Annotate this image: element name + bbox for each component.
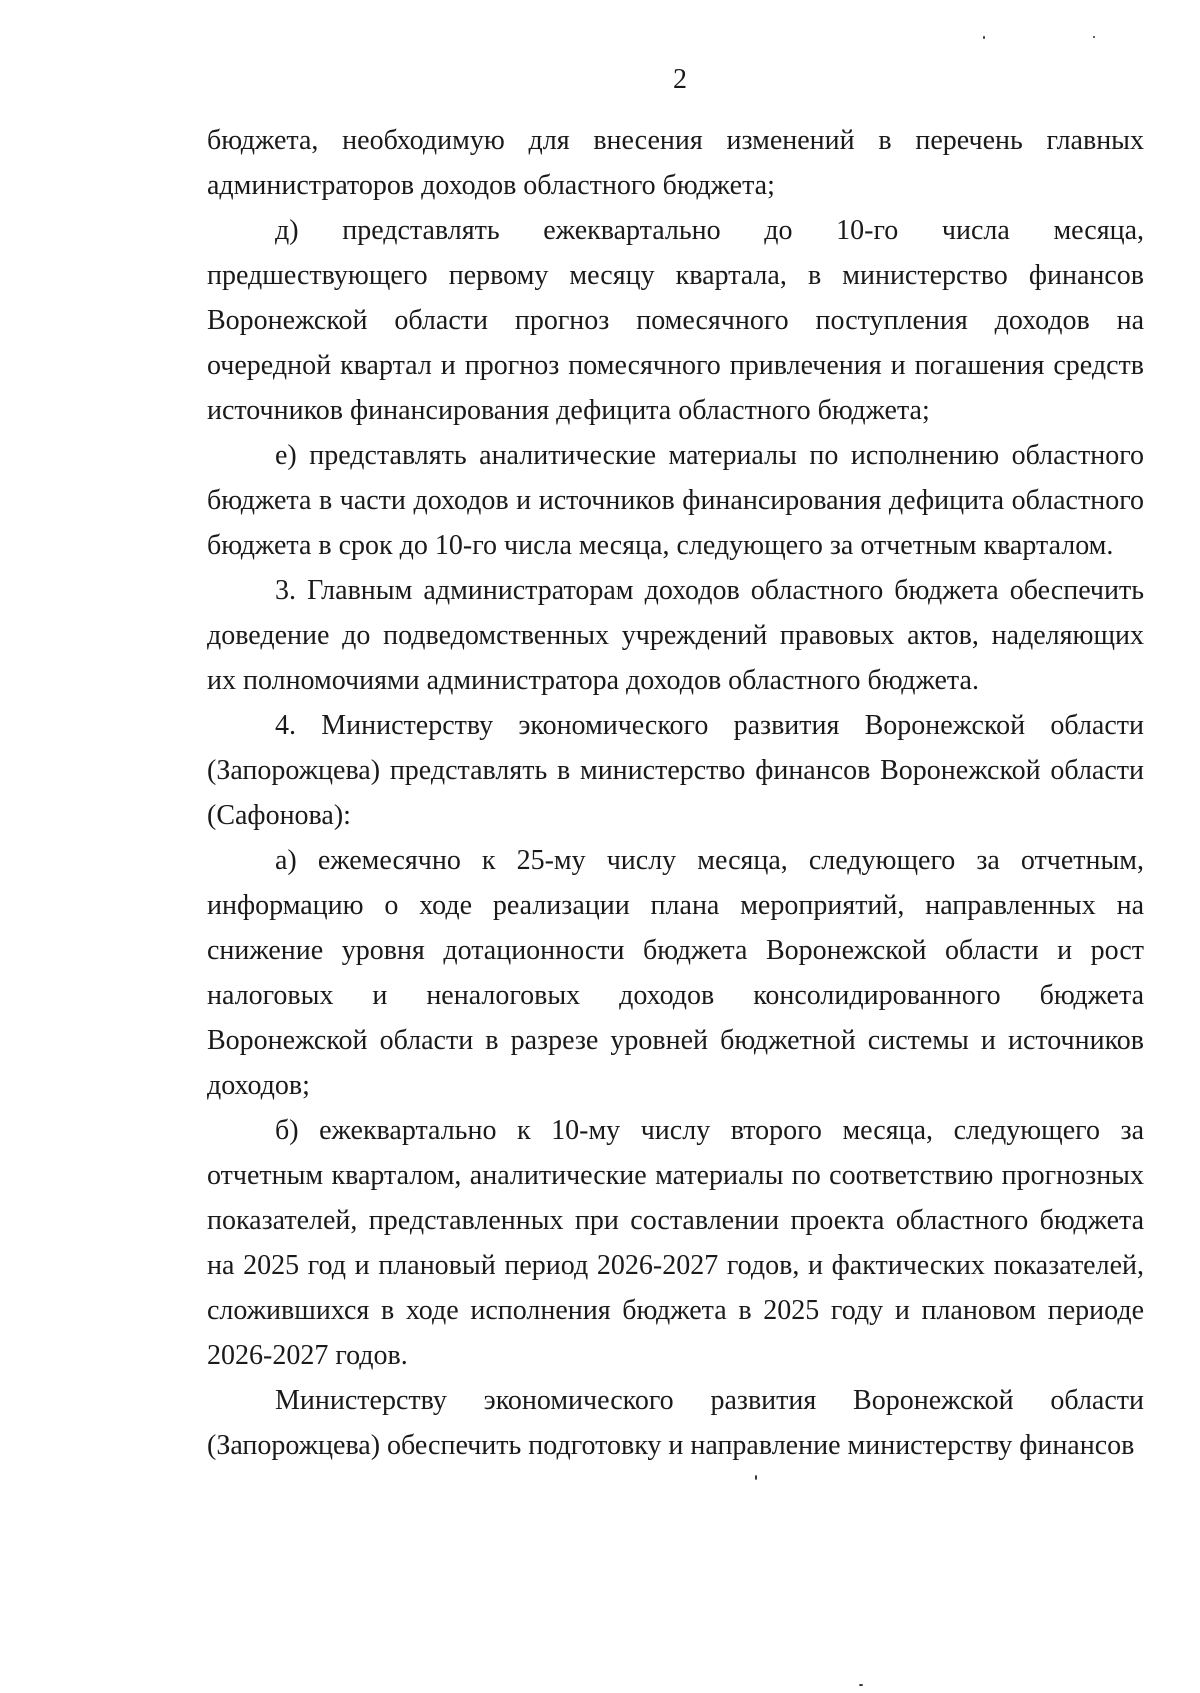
paragraph-continuation: бюджета, необходимую для внесения изменений в перечень главных администраторов доходов областного бюджета; (207, 125, 1144, 201)
paragraph-clause-3: 3. Главным администраторам доходов областного бюджета обеспечить доведение до подведомственных учреждений правовых актов, наделяющих их полномочиями администратора доходов областного бюджета. (207, 575, 1144, 696)
paragraph-final: Министерству экономического развития Воронежской области (Запорожцева) обеспечить подготовку и направление министерству финансов (207, 1385, 1144, 1461)
paragraph-item-a: а) ежемесячно к 25-му числу месяца, следующего за отчетным, информацию о ходе реализации плана мероприятий, направленных на снижение уровня дотационности бюджета Воронежской области и рост налоговых и неналоговых доходов консолидированного бюджета Воронежской области в разрезе уровней бюджетной системы и источников доходов; (207, 845, 1144, 1101)
paragraph-item-b: б) ежеквартально к 10-му числу второго месяца, следующего за отчетным кварталом, аналитические материалы по соответствию прогнозных показателей, представленных при составлении проекта областного бюджета на 2025 год и плановый период 2026-2027 годов, и фактических показателей, сложившихся в ходе исполнения бюджета в 2025 году и плановом периоде 2026-2027 годов. (207, 1115, 1144, 1371)
paragraph-item-d: д) представлять ежеквартально до 10-го числа месяца, предшествующего первому месяцу квартала, в министерство финансов Воронежской области прогноз помесячного поступления доходов на очередной квартал и прогноз помесячного привлечения и погашения средств источников финансирования дефицита областного бюджета; (207, 215, 1144, 426)
scan-speck (859, 1684, 863, 1686)
scan-speck (755, 1475, 757, 1480)
page-number: 2 (673, 64, 687, 95)
paragraph-clause-4: 4. Министерству экономического развития Воронежской области (Запорожцева) представлять в министерство финансов Воронежской области (Сафонова): (207, 710, 1144, 831)
scan-speck (1093, 36, 1095, 38)
paragraph-item-e: е) представлять аналитические материалы по исполнению областного бюджета в части доходов и источников финансирования дефицита областного бюджета в срок до 10-го числа месяца, следующего за отчетным кварталом. (207, 440, 1144, 561)
scan-speck (983, 36, 985, 39)
document-body (207, 118, 1144, 1468)
